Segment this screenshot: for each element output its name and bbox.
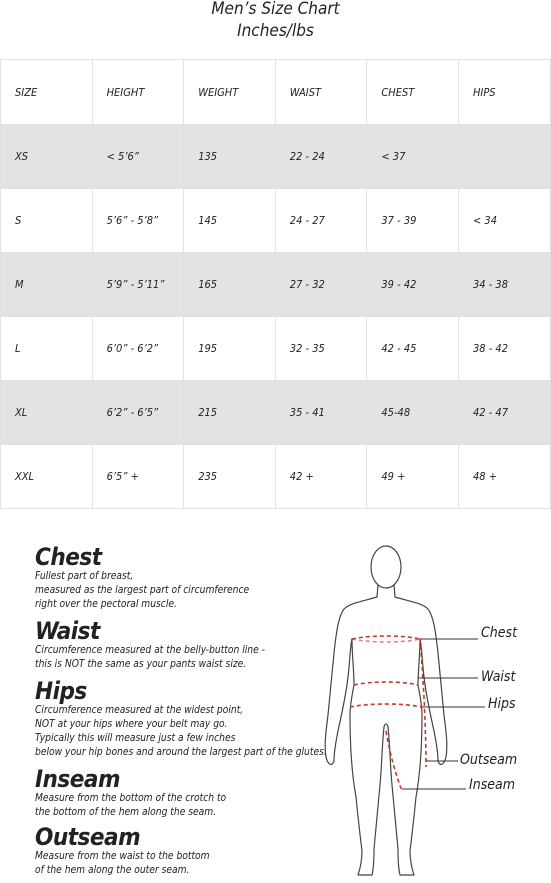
column-header: HEIGHT — [92, 60, 184, 125]
table-cell: L — [1, 317, 93, 381]
body-measurement-figure — [320, 535, 551, 879]
definition-outseam — [35, 824, 210, 878]
chest-measure-line — [352, 636, 420, 639]
column-header: SIZE — [1, 60, 93, 125]
hips-label: Hips — [488, 696, 516, 712]
definition-term: Chest — [35, 543, 102, 571]
table-cell: 6’0” - 6’2” — [92, 317, 184, 381]
outseam-label: Outseam — [460, 752, 518, 768]
table-row — [1, 125, 551, 189]
table-cell: 235 — [184, 445, 276, 509]
body-outline-illustration — [320, 535, 551, 879]
hips-measure-line — [350, 704, 422, 707]
waist-measure-line — [354, 682, 418, 685]
table-cell: 35 - 41 — [275, 381, 367, 445]
table-cell: 135 — [184, 125, 276, 189]
definition-waist — [35, 618, 265, 672]
title-line-2: Inches/lbs — [237, 21, 314, 41]
table-cell: 195 — [184, 317, 276, 381]
table-row — [1, 445, 551, 509]
table-cell: 38 - 42 — [458, 317, 550, 381]
definition-chest — [35, 544, 249, 612]
chart-title — [0, 0, 551, 42]
table-cell: 6’5” + — [92, 445, 184, 509]
definition-text: Measure from the waist to the bottom of the hem along the outer seam. — [35, 851, 210, 876]
table-cell: 5’6” - 5’8” — [92, 189, 184, 253]
column-header: WEIGHT — [184, 60, 276, 125]
table-cell: 34 - 38 — [458, 253, 550, 317]
definition-term: Outseam — [35, 823, 141, 851]
table-cell: 42 - 45 — [367, 317, 459, 381]
definition-term: Inseam — [35, 765, 120, 793]
definition-term: Waist — [35, 617, 100, 645]
table-cell — [458, 125, 550, 189]
definition-term: Hips — [35, 677, 87, 705]
definition-text: Circumference measured at the belly-button line - this is NOT the same as your pants waist size. — [35, 645, 265, 670]
table-cell: XL — [1, 381, 93, 445]
table-cell: 37 - 39 — [367, 189, 459, 253]
definition-inseam — [35, 766, 226, 820]
table-cell: S — [1, 189, 93, 253]
column-header: HIPS — [458, 60, 550, 125]
column-header: CHEST — [367, 60, 459, 125]
table-row — [1, 381, 551, 445]
table-cell: 215 — [184, 381, 276, 445]
table-cell: 22 - 24 — [275, 125, 367, 189]
measurement-lines — [350, 636, 426, 791]
inseam-measure-line — [386, 731, 402, 791]
table-cell: 6’2” - 6’5” — [92, 381, 184, 445]
table-row — [1, 189, 551, 253]
waist-label: Waist — [481, 669, 516, 685]
table-cell: 42 - 47 — [458, 381, 550, 445]
table-row — [1, 317, 551, 381]
definition-text: Measure from the bottom of the crotch to the bottom of the hem along the seam. — [35, 793, 227, 818]
size-chart-table — [0, 59, 551, 509]
table-cell: 42 + — [275, 445, 367, 509]
column-header: WAIST — [275, 60, 367, 125]
inseam-label: Inseam — [469, 777, 515, 793]
table-header-row — [1, 60, 551, 125]
table-cell: 48 + — [458, 445, 550, 509]
table-cell: 24 - 27 — [275, 189, 367, 253]
table-cell: 27 - 32 — [275, 253, 367, 317]
table-cell: 5’9” - 5’11” — [92, 253, 184, 317]
definition-text: Circumference measured at the widest point, NOT at your hips where your belt may go. Typically this will measure just a few inches below your hip bones and around the largest part of the glutes. — [35, 705, 327, 758]
table-cell: < 5’6” — [92, 125, 184, 189]
table-cell: 32 - 35 — [275, 317, 367, 381]
table-cell: XXL — [1, 445, 93, 509]
table-cell: XS — [1, 125, 93, 189]
table-cell: < 37 — [367, 125, 459, 189]
table-cell: 49 + — [367, 445, 459, 509]
definition-text: Fullest part of breast, measured as the largest part of circumference right over the pectoral muscle. — [35, 571, 250, 610]
table-cell: M — [1, 253, 93, 317]
title-line-1: Men’s Size Chart — [211, 0, 340, 19]
table-cell: 165 — [184, 253, 276, 317]
definition-hips — [35, 678, 327, 760]
table-cell: 45-48 — [367, 381, 459, 445]
table-row — [1, 253, 551, 317]
chest-label: Chest — [481, 625, 518, 641]
table-cell: 39 - 42 — [367, 253, 459, 317]
body-outline — [325, 546, 447, 875]
table-cell: 145 — [184, 189, 276, 253]
table-cell: < 34 — [458, 189, 550, 253]
